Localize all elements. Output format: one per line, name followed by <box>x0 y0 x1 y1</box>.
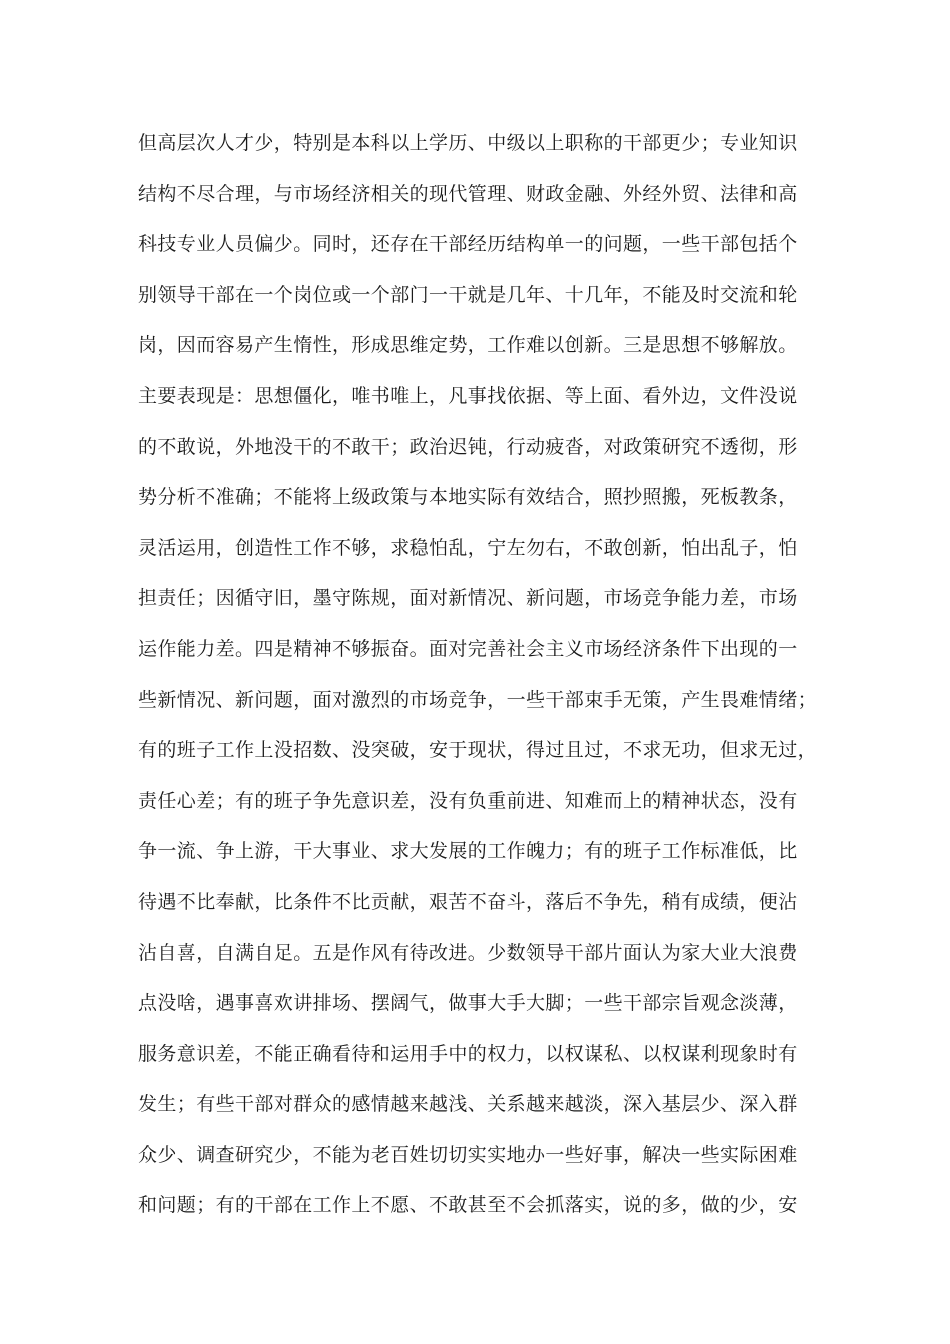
text-line: 服务意识差，不能正确看待和运用手中的权力，以权谋私、以权谋利现象时有 <box>138 1042 798 1065</box>
text-line: 别领导干部在一个岗位或一个部门一干就是几年、十几年，不能及时交流和轮 <box>138 283 798 306</box>
text-line: 有的班子工作上没招数、没突破，安于现状，得过且过，不求无功，但求无过， <box>138 739 818 762</box>
text-line: 主要表现是：思想僵化，唯书唯上，凡事找依据、等上面、看外边，文件没说 <box>138 384 798 407</box>
text-line: 担责任；因循守旧，墨守陈规，面对新情况、新问题，市场竞争能力差，市场 <box>138 587 798 610</box>
text-line: 众少、调查研究少，不能为老百姓切切实实地办一些好事，解决一些实际困难 <box>138 1143 798 1166</box>
body-text <box>138 118 818 1231</box>
text-line: 灵活运用，创造性工作不够，求稳怕乱，宁左勿右，不敢创新，怕出乱子，怕 <box>138 536 798 559</box>
text-line: 科技专业人员偏少。同时，还存在干部经历结构单一的问题，一些干部包括个 <box>138 233 798 256</box>
text-line: 结构不尽合理，与市场经济相关的现代管理、财政金融、外经外贸、法律和高 <box>138 182 798 205</box>
text-line: 责任心差；有的班子争先意识差，没有负重前进、知难而上的精神状态，没有 <box>138 789 798 812</box>
text-line: 势分析不准确；不能将上级政策与本地实际有效结合，照抄照搬，死板教条， <box>138 486 798 509</box>
text-line: 些新情况、新问题，面对激烈的市场竞争，一些干部束手无策，产生畏难情绪； <box>138 688 818 711</box>
text-line: 的不敢说，外地没干的不敢干；政治迟钝，行动疲沓，对政策研究不透彻，形 <box>138 435 798 458</box>
text-line: 但高层次人才少，特别是本科以上学历、中级以上职称的干部更少；专业知识 <box>138 132 798 154</box>
text-line: 待遇不比奉献，比条件不比贡献，艰苦不奋斗，落后不争先，稍有成绩，便沾 <box>138 890 798 913</box>
text-line: 点没啥，遇事喜欢讲排场、摆阔气，做事大手大脚；一些干部宗旨观念淡薄， <box>138 992 798 1015</box>
text-line: 和问题；有的干部在工作上不愿、不敢甚至不会抓落实，说的多，做的少，安 <box>138 1194 798 1217</box>
text-line: 发生；有些干部对群众的感情越来越浅、关系越来越淡，深入基层少、深入群 <box>138 1093 798 1116</box>
text-line: 争一流、争上游，干大事业、求大发展的工作魄力；有的班子工作标准低，比 <box>138 840 798 863</box>
text-line: 沾自喜，自满自足。五是作风有待改进。少数领导干部片面认为家大业大浪费 <box>138 941 798 964</box>
text-line: 运作能力差。四是精神不够振奋。面对完善社会主义市场经济条件下出现的一 <box>138 637 798 660</box>
text-line: 岗，因而容易产生惰性，形成思维定势，工作难以创新。三是思想不够解放。 <box>138 334 798 357</box>
